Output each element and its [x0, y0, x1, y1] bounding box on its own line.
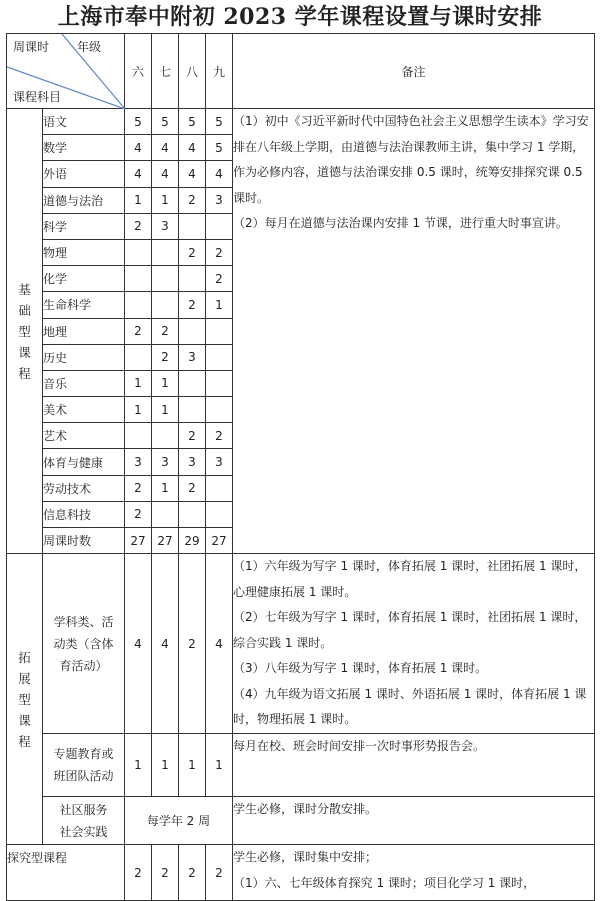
- hours-cell: [179, 318, 206, 344]
- hours-cell: 1: [125, 397, 152, 423]
- hours-cell: 3: [179, 449, 206, 475]
- category-basic: [7, 109, 43, 554]
- hours-cell: [179, 397, 206, 423]
- hours-cell: 1: [125, 187, 152, 213]
- category-char: 拓: [18, 649, 31, 665]
- subject-name: 艺术: [43, 423, 125, 449]
- category-char: 型: [18, 691, 31, 707]
- hours-cell: 4: [152, 135, 179, 161]
- grade-header: 八: [179, 34, 206, 109]
- hours-cell: 1: [179, 734, 206, 797]
- hours-cell: 3: [152, 449, 179, 475]
- hours-cell: 27: [125, 528, 152, 554]
- hours-cell: 3: [152, 213, 179, 239]
- hours-cell: [125, 423, 152, 449]
- subject-name: 外语: [43, 161, 125, 187]
- subject-name: [43, 554, 125, 734]
- hours-cell: 1: [206, 734, 233, 797]
- hours-cell: 2: [179, 423, 206, 449]
- category-extended: [7, 554, 43, 845]
- hours-cell: [125, 292, 152, 318]
- hours-cell: [206, 344, 233, 370]
- schedule-table: [6, 33, 595, 901]
- table-row: [7, 109, 595, 135]
- research-notes: [233, 845, 595, 901]
- hours-cell: 2: [179, 187, 206, 213]
- hours-cell: 2: [125, 501, 152, 527]
- hours-cell: [206, 370, 233, 396]
- hours-cell: 4: [125, 161, 152, 187]
- hours-cell: 1: [206, 292, 233, 318]
- category-research: 探究型课程: [7, 845, 125, 901]
- subject-name: 化学: [43, 266, 125, 292]
- hours-cell: 27: [206, 528, 233, 554]
- hours-cell: 2: [179, 239, 206, 265]
- header-subject: 课程科目: [13, 90, 62, 104]
- hours-cell: 2: [179, 292, 206, 318]
- hours-cell: 4: [152, 554, 179, 734]
- hours-cell: [179, 213, 206, 239]
- hours-cell: [152, 501, 179, 527]
- hours-cell: 4: [125, 135, 152, 161]
- hours-cell: [206, 213, 233, 239]
- hours-cell: 2: [152, 845, 179, 901]
- grade-header: 七: [152, 34, 179, 109]
- subject-line: 育活动）: [59, 658, 108, 673]
- subject-name: 道德与法治: [43, 187, 125, 213]
- category-char: 程: [18, 733, 31, 749]
- hours-cell: [206, 501, 233, 527]
- subject-line: 社会实践: [59, 824, 108, 839]
- category-char: 础: [18, 302, 31, 318]
- hours-cell: 3: [206, 449, 233, 475]
- hours-cell: 5: [152, 109, 179, 135]
- grade-header: 六: [125, 34, 152, 109]
- hours-cell: 2: [152, 344, 179, 370]
- category-char: 型: [18, 323, 31, 339]
- hours-cell: [125, 266, 152, 292]
- remarks-header: 备注: [233, 34, 595, 109]
- subject-line: 动类（含体: [53, 636, 114, 651]
- hours-cell: [179, 370, 206, 396]
- table-row: [7, 797, 595, 845]
- hours-cell: 2: [206, 239, 233, 265]
- subject-name: 劳动技术: [43, 475, 125, 501]
- hours-cell: 3: [179, 344, 206, 370]
- hours-cell: 4: [179, 135, 206, 161]
- note-paragraph: （2）每月在道德与法治课内安排 1 节课，进行重大时事宣讲。: [233, 216, 568, 230]
- hours-cell: 4: [179, 161, 206, 187]
- category-char: 课: [18, 712, 31, 728]
- subject-line: 专题教育或: [53, 747, 114, 762]
- hours-cell: 5: [179, 109, 206, 135]
- hours-cell: 1: [152, 397, 179, 423]
- category-char: 基: [18, 281, 31, 297]
- extended-notes: [233, 797, 595, 845]
- note-paragraph: 学生必修，课时分散安排。: [233, 802, 378, 817]
- hours-cell: 1: [152, 734, 179, 797]
- subject-line: 学科类、活: [53, 614, 114, 629]
- hours-cell: 4: [125, 554, 152, 734]
- header-corner: [7, 34, 125, 109]
- hours-cell: 2: [125, 475, 152, 501]
- note-paragraph: （1）六、七年级体育探究 1 课时；项目化学习 1 课时，: [233, 875, 536, 890]
- hours-cell: 1: [152, 187, 179, 213]
- hours-cell: [179, 266, 206, 292]
- subject-line: 社区服务: [59, 802, 108, 817]
- hours-cell: 2: [125, 845, 152, 901]
- hours-cell: 2: [125, 318, 152, 344]
- hours-cell: 4: [206, 554, 233, 734]
- hours-cell: [152, 239, 179, 265]
- hours-cell: 2: [152, 318, 179, 344]
- hours-cell: 2: [125, 213, 152, 239]
- extended-notes: [233, 554, 595, 734]
- subject-name: 科学: [43, 213, 125, 239]
- table-row: [7, 734, 595, 797]
- extended-notes: [233, 734, 595, 797]
- basic-notes: [233, 109, 595, 554]
- note-paragraph: 每月在校、班会时间安排一次时事形势报告会。: [233, 739, 486, 754]
- hours-cell: [125, 239, 152, 265]
- hours-cell: 2: [179, 554, 206, 734]
- header-row: [7, 34, 595, 109]
- hours-cell: 5: [206, 135, 233, 161]
- note-paragraph: （1）六年级为写字 1 课时，体育拓展 1 课时，社团拓展 1 课时，心理健康拓展 1 课时。: [233, 559, 587, 599]
- category-char: 展: [18, 670, 31, 686]
- subject-name: 美术: [43, 397, 125, 423]
- hours-cell: [152, 292, 179, 318]
- hours-cell: 4: [152, 161, 179, 187]
- page-title: 上海市奉中附初 2023 学年课程设置与课时安排: [57, 4, 543, 30]
- merged-hours-cell: 每学年 2 周: [125, 797, 233, 845]
- hours-cell: 1: [152, 475, 179, 501]
- hours-cell: 27: [152, 528, 179, 554]
- header-weekly-hours: 周课时: [13, 40, 50, 54]
- hours-cell: 2: [206, 266, 233, 292]
- note-paragraph: （2）七年级为写字 1 课时，体育拓展 1 课时，社团拓展 1 课时，综合实践 1 课时。: [233, 610, 587, 650]
- subject-name: 历史: [43, 344, 125, 370]
- hours-cell: 3: [125, 449, 152, 475]
- note-paragraph: （1）初中《习近平新时代中国特色社会主义思想学生读本》学习安排在八年级上学期，由道德与法治课教师主讲，集中学习 1 学期，作为必修内容，道德与法治课安排 0.5 课时，统筹安排探究课 0.5 课时。: [233, 114, 589, 205]
- category-char: 课: [18, 344, 31, 360]
- hours-cell: 5: [206, 109, 233, 135]
- hours-cell: [125, 344, 152, 370]
- subject-name: 生命科学: [43, 292, 125, 318]
- hours-cell: 3: [206, 187, 233, 213]
- subject-name: 数学: [43, 135, 125, 161]
- subject-line: 班团队活动: [53, 769, 114, 784]
- hours-cell: 5: [125, 109, 152, 135]
- subject-name: 音乐: [43, 370, 125, 396]
- subject-name: 物理: [43, 239, 125, 265]
- hours-cell: [206, 318, 233, 344]
- table-row: [7, 554, 595, 734]
- subject-name: 地理: [43, 318, 125, 344]
- subject-name: [43, 734, 125, 797]
- subject-name: 体育与健康: [43, 449, 125, 475]
- hours-cell: [179, 501, 206, 527]
- subject-name: [43, 797, 125, 845]
- note-paragraph: （3）八年级为写字 1 课时，体育拓展 1 课时。: [233, 661, 488, 676]
- hours-cell: 29: [179, 528, 206, 554]
- hours-cell: 2: [206, 423, 233, 449]
- grade-header: 九: [206, 34, 233, 109]
- hours-cell: [152, 266, 179, 292]
- header-grade: 年级: [77, 40, 102, 54]
- hours-cell: 4: [206, 161, 233, 187]
- hours-cell: 1: [152, 370, 179, 396]
- hours-cell: 2: [206, 845, 233, 901]
- note-paragraph: （4）九年级为语文拓展 1 课时、外语拓展 1 课时，体育拓展 1 课时，物理拓展 1 课时。: [233, 686, 587, 727]
- hours-cell: [206, 397, 233, 423]
- category-char: 程: [18, 365, 31, 381]
- hours-cell: [206, 475, 233, 501]
- note-paragraph: 学生必修，课时集中安排；: [233, 850, 378, 865]
- hours-cell: 1: [125, 734, 152, 797]
- hours-cell: [152, 423, 179, 449]
- hours-cell: 1: [125, 370, 152, 396]
- hours-cell: 2: [179, 475, 206, 501]
- table-row: [7, 845, 595, 901]
- subject-name: 信息科技: [43, 501, 125, 527]
- subject-name: 语文: [43, 109, 125, 135]
- subject-name: 周课时数: [43, 528, 125, 554]
- hours-cell: 2: [179, 845, 206, 901]
